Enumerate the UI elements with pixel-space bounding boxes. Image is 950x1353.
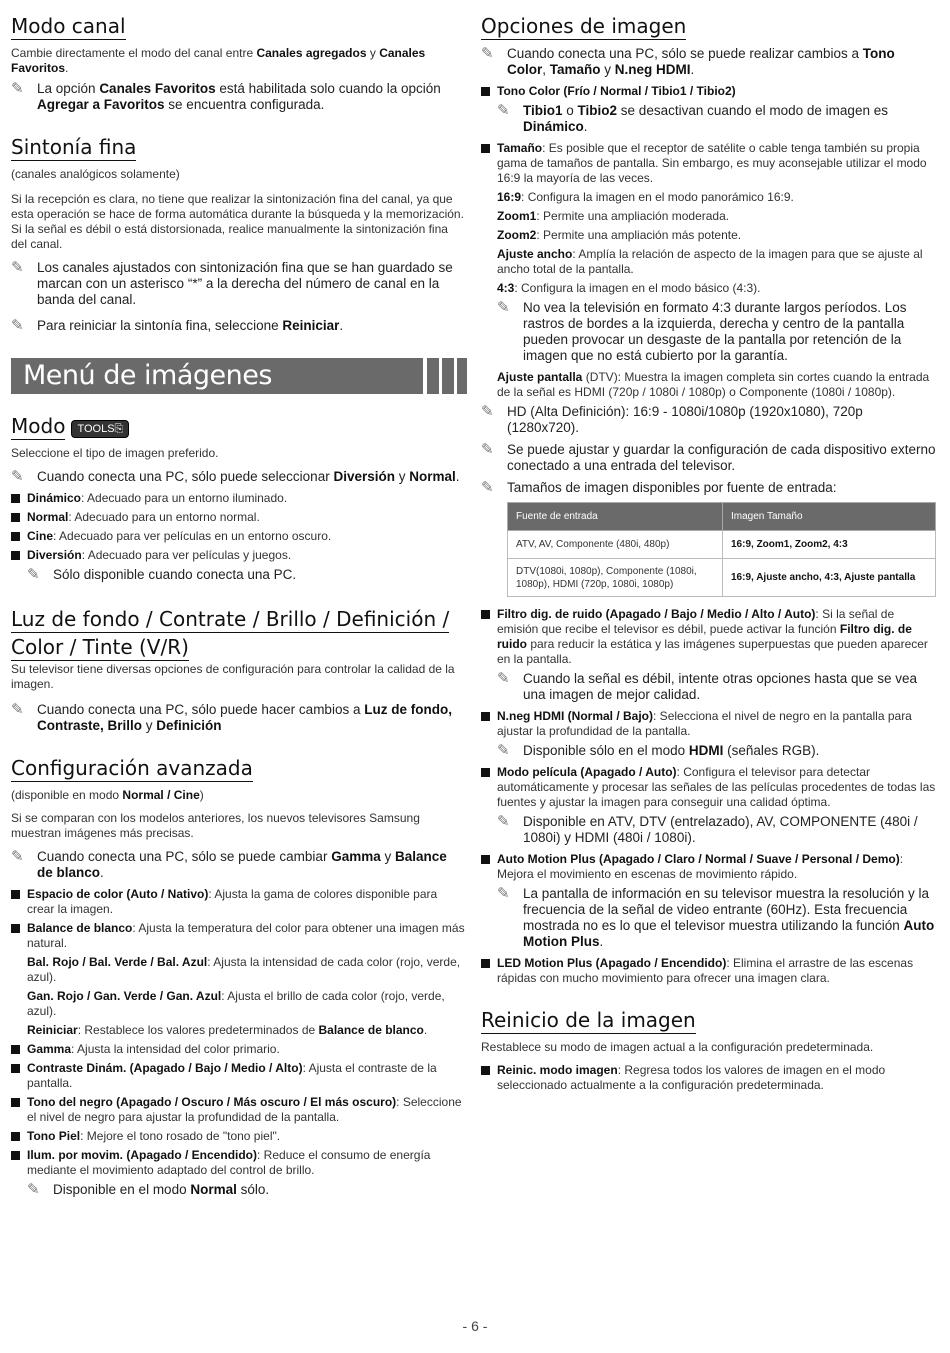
menu-banner [11,358,466,394]
tools-badge: TOOLS⎘ [71,420,129,438]
section-title: Sintonía fina [11,135,137,159]
pencil-icon: ✎ [497,299,510,316]
note: ✎ Cuando la señal es débil, intente otras opciones hasta que se vea una imagen de mejor calidad. [497,670,918,702]
bullet-icon [11,924,20,933]
list-item: Tono Color (Frío / Normal / Tibio1 / Tibio2) [481,84,936,99]
sub-item: Zoom1: Permite una ampliación moderada. [497,209,730,223]
pencil-icon: ✎ [11,468,24,485]
pencil-icon: ✎ [11,259,24,276]
bullet-icon [481,87,490,96]
paragraph: Si la recepción es clara, no tiene que realizar la sintonización fina del canal, ya que esta operación se hace de forma automática durante la búsqueda y la memorización. Si la señal es débil o está distorsionada, realice manualmente la sintonización fina del canal. [11,192,464,251]
sub-item: Ajuste ancho: Amplía la relación de aspecto de la imagen para que se ajuste al ancho total de la pantalla. [497,247,923,276]
pencil-icon: ✎ [11,848,24,865]
bullet-icon [11,494,20,503]
pencil-icon: ✎ [11,80,24,97]
sizes-table [507,502,936,597]
bullet-icon [11,1151,20,1160]
paragraph: Restablece su modo de imagen actual a la configuración predeterminada. [481,1040,874,1054]
list-item: Normal: Adecuado para un entorno normal. [11,510,466,525]
pencil-icon: ✎ [11,701,24,718]
bullet-icon [11,1098,20,1107]
paragraph: Si se comparan con los modelos anteriores, los nuevos televisores Samsung muestran imágenes más precisas. [11,811,420,840]
pencil-icon: ✎ [497,813,510,830]
list-item: Espacio de color (Auto / Nativo): Ajusta la gama de colores disponible para crear la imagen. [11,887,466,917]
pencil-icon: ✎ [497,885,510,902]
bullet-icon [481,1066,490,1075]
bullet-icon [481,144,490,153]
list-item: Balance de blanco: Ajusta la temperatura del color para obtener una imagen más natural. [11,921,466,951]
bullet-icon [481,768,490,777]
section-title: Luz de fondo / Contrate / Brillo / Definición / Color / Tinte (V/R) [11,607,450,659]
table-cell: 16:9, Zoom1, Zoom2, 4:3 [723,531,936,559]
note: ✎ Sólo disponible cuando conecta una PC. [27,566,297,583]
list-item: Tono del negro (Apagado / Oscuro / Más oscuro / El más oscuro): Seleccione el nivel de negro para ajustar la profundidad de la pantalla. [11,1095,466,1125]
note: ✎ Cuando conecta una PC, sólo se puede realizar cambios a Tono Color, Tamaño y N.neg HDMI. [481,45,895,77]
note: ✎ Los canales ajustados con sintonización fina que se han guardado se marcan con un asterisco “*” a la derecha del número de canal en la banda del canal. [11,259,453,307]
table-header: Fuente de entrada [508,503,723,531]
note: ✎ Tamaños de imagen disponibles por fuente de entrada: [481,479,837,496]
bullet-icon [481,959,490,968]
table-header: Imagen Tamaño [723,503,936,531]
list-item: Cine: Adecuado para ver películas en un entorno oscuro. [11,529,466,544]
modo-section [11,414,466,583]
note: ✎ La opción Canales Favoritos está habilitada solo cuando la opción Agregar a Favoritos se encuentra configurada. [11,80,441,112]
banner-title: Menú de imágenes [23,360,272,391]
banner-stripe [442,358,454,394]
bullet-icon [11,1132,20,1141]
bullet-icon [11,551,20,560]
list-item: Diversión: Adecuado para ver películas y juegos. [11,548,466,563]
note: ✎ No vea la televisión en formato 4:3 durante largos períodos. Los rastros de bordes a la izquierda, derecha y centro de la pantalla pueden provocar un desgaste de la pantalla por retención de la imagen que no está cubierto por la garantía. [497,299,907,363]
pencil-icon: ✎ [481,441,494,458]
note: ✎ HD (Alta Definición): 16:9 - 1080i/1080p (1920x1080), 720p (1280x720). [481,403,863,435]
sintonia-section [11,135,466,334]
left-column [11,14,466,1214]
pencil-icon: ✎ [481,479,494,496]
section-title: Reinicio de la imagen [481,1008,696,1032]
list-item: Ilum. por movim. (Apagado / Encendido): Reduce el consumo de energía mediante el movimiento adaptado del control de brillo. [11,1148,466,1178]
banner-bar [11,358,423,394]
bullet-icon [11,890,20,899]
note: ✎ Para reiniciar la sintonía fina, seleccione Reiniciar. [11,317,344,334]
note: ✎ Cuando conecta una PC, sólo puede seleccionar Diversión y Normal. [11,468,460,485]
pencil-icon: ✎ [27,566,40,583]
sub-item: Zoom2: Permite una ampliación más potente. [497,228,742,242]
bullet-icon [481,610,490,619]
table-cell: DTV(1080i, 1080p), Componente (1080i, 1080p), HDMI (720p, 1080i, 1080p) [508,559,723,597]
list-item: N.neg HDMI (Normal / Bajo): Selecciona el nivel de negro en la pantalla para ajustar la profundidad de la pantalla. [481,709,936,739]
note: ✎ Tibio1 o Tibio2 se desactivan cuando el modo de imagen es Dinámico. [497,102,888,134]
sub-item: 16:9: Configura la imagen en el modo panorámico 16:9. [497,190,794,204]
list-item: Dinámico: Adecuado para un entorno iluminado. [11,491,466,506]
table-cell: 16:9, Ajuste ancho, 4:3, Ajuste pantalla [723,559,936,597]
bullet-icon [481,855,490,864]
pencil-icon: ✎ [497,102,510,119]
bullet-icon [481,712,490,721]
luz-section [11,605,466,734]
modo-canal-section [11,14,466,113]
sub-item: Ajuste pantalla (DTV): Muestra la imagen completa sin cortes cuando la entrada de la señal es HDMI (720p / 1080i / 1080p) o Componente (1080i / 1080p). [497,370,930,399]
note: ✎ La pantalla de información en su televisor muestra la resolución y la frecuencia de la señal de video entrante (60Hz). Esta frecuencia mostrada no es lo que el televisor muestra utilizando la función Auto Motion Plus. [497,885,935,949]
sub-item: Bal. Rojo / Bal. Verde / Bal. Azul: Ajusta la intensidad de cada color (rojo, verde, azul). [27,955,461,984]
banner-stripe [457,358,467,394]
list-item: Contraste Dinám. (Apagado / Bajo / Medio / Alto): Ajusta el contraste de la pantalla. [11,1061,466,1091]
list-item: Gamma: Ajusta la intensidad del color primario. [11,1042,466,1057]
list-item: Tamaño: Es posible que el receptor de satélite o cable tenga también su propia gama de tamaños de pantalla. Sin embargo, es muy aconsejable utilizar el modo 16:9 la mayoría de las veces. [481,141,936,186]
list-item: Filtro dig. de ruido (Apagado / Bajo / Medio / Alto / Auto): Si la señal de emisión que recibe el televisor es débil, puede activar la función Filtro dig. de ruido para reducir la estática y las imágenes superpuestas que pueden aparecer en la pantalla. [481,607,936,667]
paragraph: Seleccione el tipo de imagen preferido. [11,446,219,460]
bullet-icon [11,1045,20,1054]
bullet-icon [11,1064,20,1073]
pencil-icon: ✎ [481,403,494,420]
list-item: Modo película (Apagado / Auto): Configura el televisor para detectar automáticamente y procesar las señales de las películas procedentes de todas las fuentes y ajustar la imagen para conseguir una calidad óptima. [481,765,936,810]
table-cell: ATV, AV, Componente (480i, 480p) [508,531,723,559]
pencil-icon: ✎ [11,317,24,334]
subtitle: (canales analógicos solamente) [11,167,180,181]
opciones-section [481,14,936,986]
table-row [508,531,936,559]
paragraph: Cambie directamente el modo del canal entre Canales agregados y Canales Favoritos. [11,46,426,75]
sub-item: 4:3: Configura la imagen en el modo básico (4:3). [497,281,761,295]
table-row [508,559,936,597]
banner-stripe [427,358,439,394]
note: ✎ Disponible en el modo Normal sólo. [27,1181,270,1198]
table-header-row [508,503,936,531]
right-column [481,14,936,1109]
subtitle: (disponible en modo Normal / Cine) [11,788,204,802]
list-item: Tono Piel: Mejore el tono rosado de "tono piel". [11,1129,466,1144]
note: ✎ Se puede ajustar y guardar la configuración de cada dispositivo externo conectado a una entrada del televisor. [481,441,936,473]
sub-item: Reiniciar: Restablece los valores predeterminados de Balance de blanco. [27,1023,428,1037]
bullet-icon [11,513,20,522]
note: ✎ Cuando conecta una PC, sólo puede hacer cambios a Luz de fondo, Contraste, Brillo y Definición [11,701,452,733]
pencil-icon: ✎ [481,45,494,62]
note: ✎ Disponible en ATV, DTV (entrelazado), AV, COMPONENTE (480i / 1080i) y HDMI (480i / 1080i). [497,813,918,845]
list-item: Auto Motion Plus (Apagado / Claro / Normal / Suave / Personal / Demo): Mejora el movimiento en escenas de movimiento rápido. [481,852,936,882]
paragraph: Su televisor tiene diversas opciones de configuración para controlar la calidad de la imagen. [11,662,455,691]
page-number: - 6 - [462,1318,488,1334]
list-item: LED Motion Plus (Apagado / Encendido): Elimina el arrastre de las escenas rápidas con mucho movimiento para ofrecer una imagen clara. [481,956,936,986]
pencil-icon: ✎ [27,1181,40,1198]
section-title: Modo canal [11,14,126,38]
bullet-icon [11,532,20,541]
sub-item: Gan. Rojo / Gan. Verde / Gan. Azul: Ajusta el brillo de cada color (rojo, verde, azul). [27,989,445,1018]
section-title: Modo [11,414,66,438]
note: ✎ Cuando conecta una PC, sólo se puede cambiar Gamma y Balance de blanco. [11,848,447,880]
config-section [11,756,466,1198]
pencil-icon: ✎ [497,670,510,687]
pencil-icon: ✎ [497,742,510,759]
reinicio-section [481,1008,936,1093]
section-title: Configuración avanzada [11,756,253,780]
section-title: Opciones de imagen [481,14,687,38]
list-item: Reinic. modo imagen: Regresa todos los valores de imagen en el modo seleccionado actualmente a la configuración predeterminada. [481,1063,936,1093]
note: ✎ Disponible sólo en el modo HDMI (señales RGB). [497,742,820,759]
